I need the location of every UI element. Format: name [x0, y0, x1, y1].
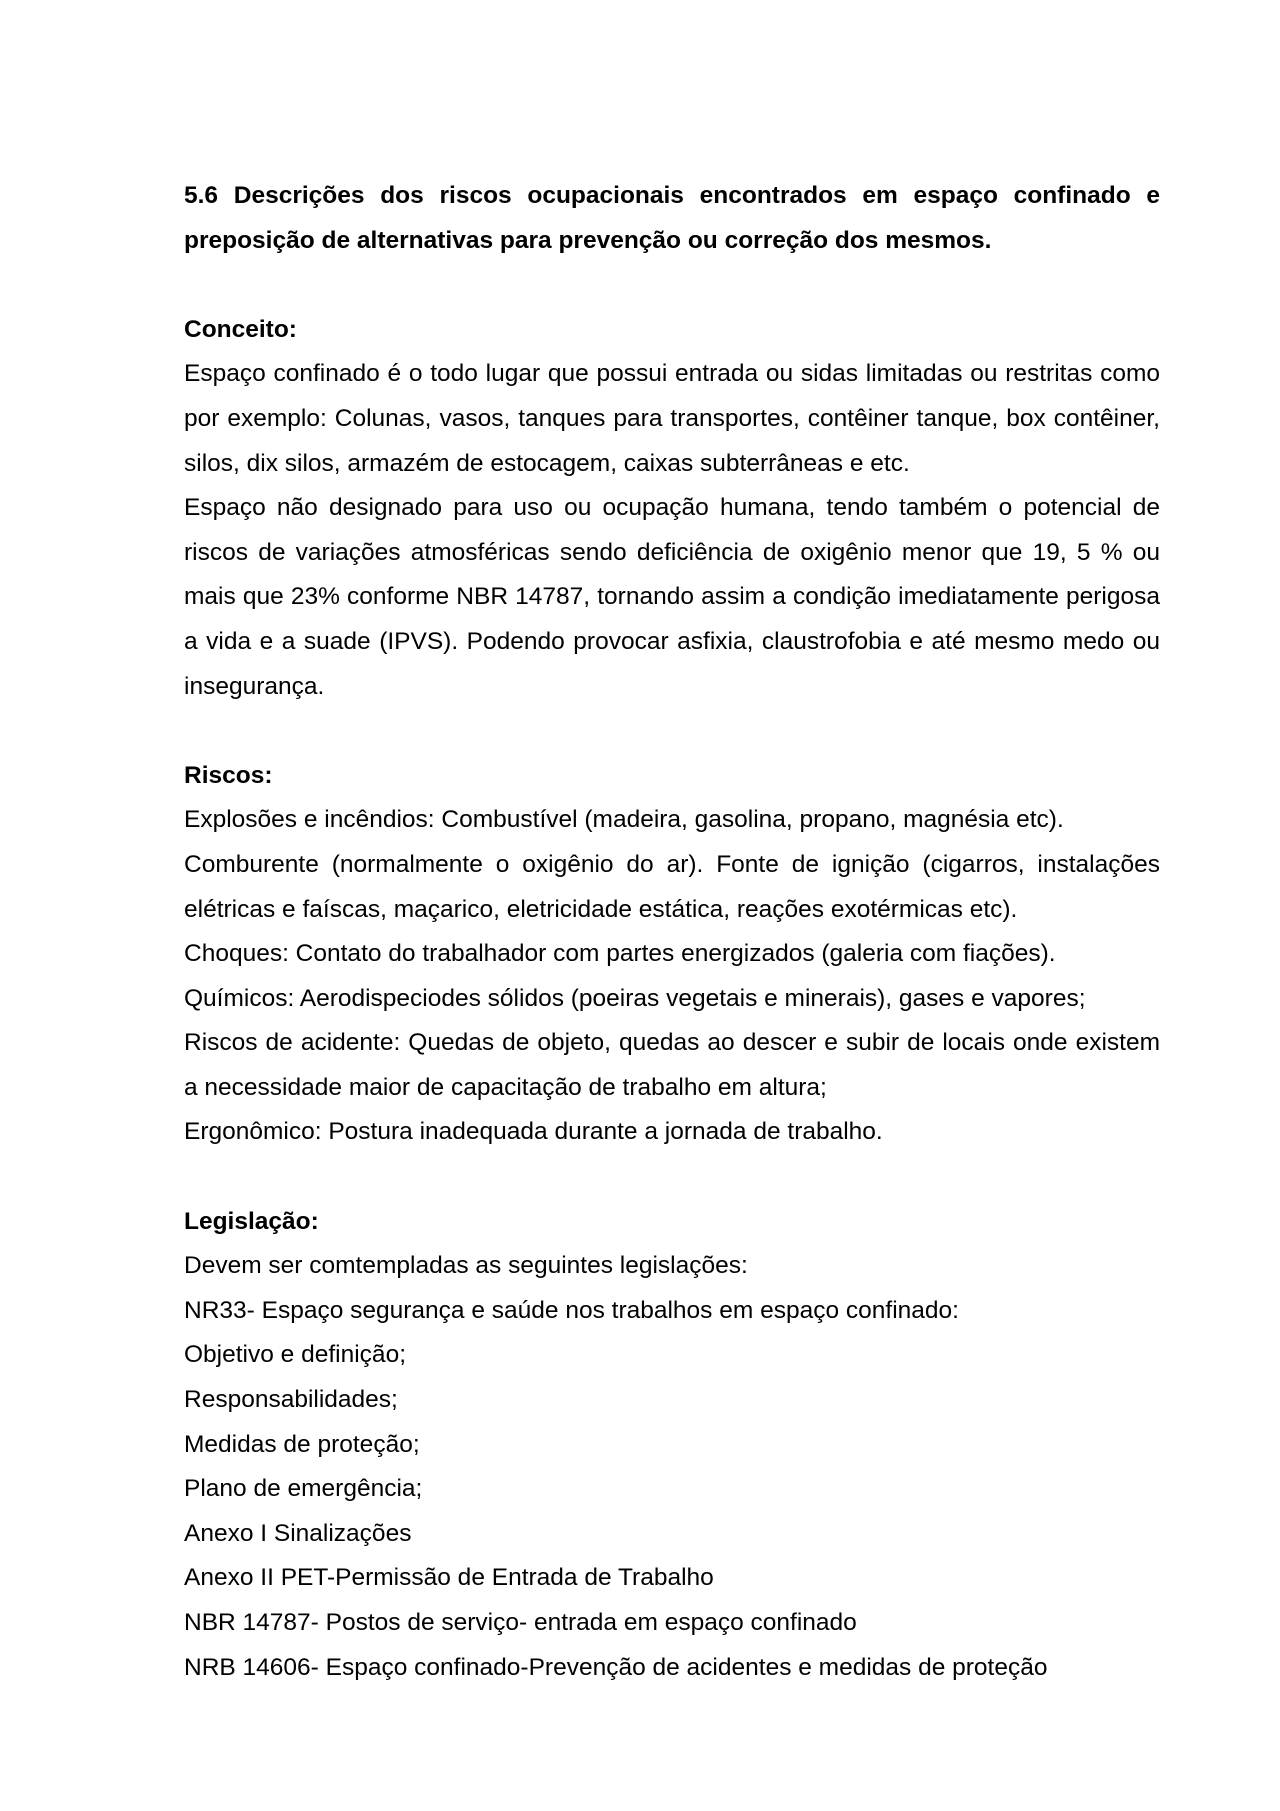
legislacao-item: NR33- Espaço segurança e saúde nos trabalhos em espaço confinado: [184, 1296, 959, 1324]
conceito-paragraph-1: Espaço confinado é o todo lugar que possui entrada ou sidas limitadas ou restritas como por exemplo: Colunas, vasos, tanques para transportes, contêiner tanque, box contêiner, silos, dix silos, armazém de estocagem, caixas subterrâneas e etc. [184, 360, 1160, 477]
legislacao-item: Responsabilidades; [184, 1386, 398, 1414]
legislacao-item: Objetivo e definição; [184, 1341, 406, 1369]
legislacao-item: Anexo I Sinalizações [184, 1519, 412, 1547]
conceito-heading: Conceito: [184, 315, 297, 343]
legislacao-item: NRB 14606- Espaço confinado-Prevenção de acidentes e medidas de proteção [184, 1653, 1048, 1681]
document-page [184, 174, 1160, 1690]
riscos-item: Choques: Contato do trabalhador com partes energizados (galeria com fiações). [184, 940, 1056, 968]
riscos-item: Ergonômico: Postura inadequada durante a jornada de trabalho. [184, 1118, 883, 1146]
riscos-item: Químicos: Aerodispeciodes sólidos (poeiras vegetais e minerais), gases e vapores; [184, 984, 1086, 1012]
legislacao-item: Plano de emergência; [184, 1475, 423, 1503]
legislacao-item: Medidas de proteção; [184, 1430, 420, 1458]
spacer [184, 709, 1160, 754]
riscos-item: Comburente (normalmente o oxigênio do ar). Fonte de ignição (cigarros, instalações elétricas e faíscas, maçarico, eletricidade estática, reações exotérmicas etc). [184, 850, 1160, 923]
conceito-paragraph-2: Espaço não designado para uso ou ocupação humana, tendo também o potencial de riscos de variações atmosféricas sendo deficiência de oxigênio menor que 19, 5 % ou mais que 23% conforme NBR 14787, tornando assim a condição imediatamente perigosa a vida e a suade (IPVS). Podendo provocar asfixia, claustrofobia e até mesmo medo ou insegurança. [184, 494, 1160, 700]
legislacao-item: NBR 14787- Postos de serviço- entrada em espaço confinado [184, 1609, 857, 1636]
spacer [184, 263, 1160, 308]
riscos-heading: Riscos: [184, 761, 273, 789]
spacer [184, 1155, 1160, 1200]
legislacao-heading: Legislação: [184, 1207, 319, 1235]
section-title: 5.6 Descrições dos riscos ocupacionais encontrados em espaço confinado e preposição de alternativas para prevenção ou correção dos mesmos. [184, 182, 1160, 254]
legislacao-item: Devem ser comtempladas as seguintes legislações: [184, 1252, 748, 1280]
legislacao-item: Anexo II PET-Permissão de Entrada de Trabalho [184, 1564, 714, 1592]
riscos-item: Explosões e incêndios: Combustível (madeira, gasolina, propano, magnésia etc). [184, 806, 1064, 834]
riscos-item: Riscos de acidente: Quedas de objeto, quedas ao descer e subir de locais onde existem a necessidade maior de capacitação de trabalho em altura; [184, 1029, 1160, 1101]
